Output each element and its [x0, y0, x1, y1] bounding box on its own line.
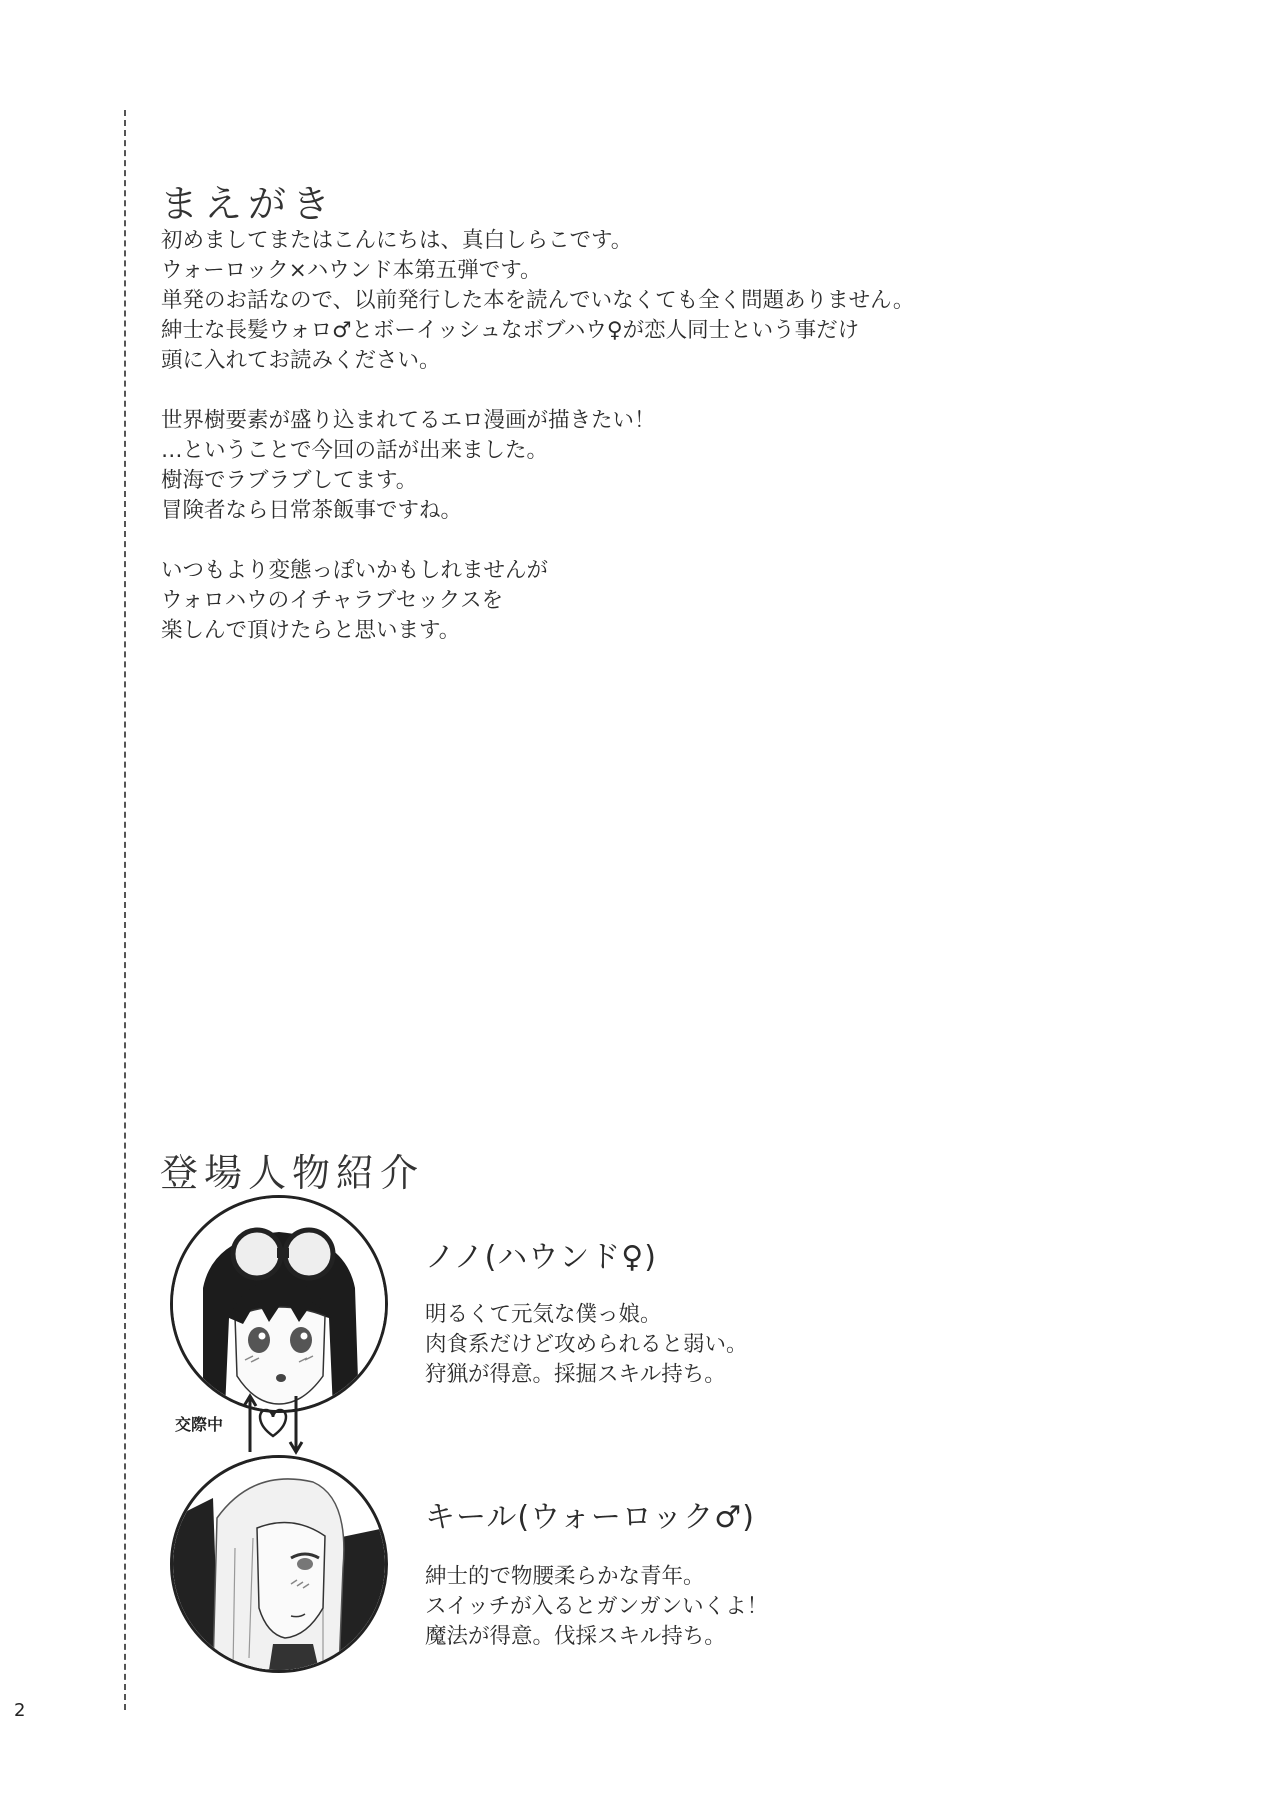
nono-description-line: 肉食系だけど攻められると弱い。	[425, 1332, 748, 1357]
foreword-line: 樹海でラブラブしてます。	[161, 468, 418, 493]
relation-arrows-heart-icon	[242, 1392, 304, 1456]
nono-portrait-illustration	[173, 1198, 385, 1410]
characters-title: 登場人物紹介	[160, 1150, 425, 1195]
foreword-line: 紳士な長髪ウォロ♂とボーイッシュなボブハウ♀が恋人同士という事だけ	[161, 318, 860, 343]
keel-description-line: 魔法が得意。伐採スキル持ち。	[425, 1624, 726, 1649]
dashed-margin-line	[124, 110, 126, 1710]
foreword-line: 楽しんで頂けたらと思います。	[161, 618, 461, 643]
relation-label: 交際中	[175, 1415, 224, 1434]
nono-portrait	[170, 1195, 388, 1413]
nono-description-line: 狩猟が得意。採掘スキル持ち。	[425, 1362, 726, 1387]
foreword-line: …ということで今回の話が出来ました。	[161, 438, 549, 463]
keel-portrait-illustration	[173, 1458, 385, 1670]
foreword-paragraph	[161, 556, 1201, 646]
foreword-paragraph	[161, 226, 1201, 376]
foreword-title: まえがき	[160, 182, 337, 227]
foreword-line: 単発のお話なので、以前発行した本を読んでいなくても全く問題ありません。	[161, 288, 915, 313]
nono-description	[425, 1300, 748, 1390]
keel-name: キール(ウォーロック♂)	[425, 1500, 755, 1535]
foreword-line: 頭に入れてお読みください。	[161, 348, 441, 373]
foreword-line: 初めましてまたはこんにちは、真白しらこです。	[161, 228, 633, 253]
foreword-line: いつもより変態っぽいかもしれませんが	[161, 558, 549, 583]
keel-description-line: 紳士的で物腰柔らかな青年。	[425, 1564, 705, 1589]
keel-portrait	[170, 1455, 388, 1673]
foreword-line: ウォロハウのイチャラブセックスを	[161, 588, 504, 613]
keel-description	[425, 1562, 768, 1652]
page-number: 2	[14, 1700, 26, 1721]
foreword-body	[161, 226, 1201, 676]
foreword-line: 世界樹要素が盛り込まれてるエロ漫画が描きたい！	[161, 408, 656, 433]
nono-description-line: 明るくて元気な僕っ娘。	[425, 1302, 662, 1327]
foreword-line: ウォーロック×ハウンド本第五弾です。	[161, 258, 542, 283]
foreword-line: 冒険者なら日常茶飯事ですね。	[161, 498, 463, 523]
keel-description-line: スイッチが入るとガンガンいくよ！	[425, 1594, 769, 1619]
nono-name: ノノ(ハウンド♀)	[425, 1240, 657, 1275]
foreword-paragraph	[161, 406, 1201, 526]
